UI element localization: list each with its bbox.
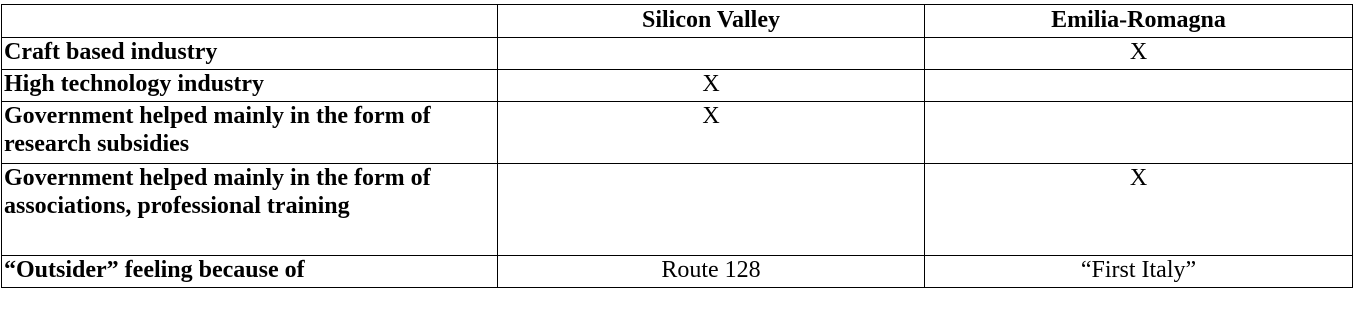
table-header-row	[2, 5, 1353, 38]
row-label: Craft based industry	[2, 38, 498, 70]
silicon-valley-cell: Route 128	[498, 256, 925, 288]
emilia-romagna-cell	[925, 70, 1353, 102]
table-row	[2, 164, 1353, 256]
silicon-valley-cell: X	[498, 70, 925, 102]
comparison-table	[1, 4, 1353, 288]
row-label: Government helped mainly in the form of associations, professional training	[2, 164, 498, 256]
row-label: High technology industry	[2, 70, 498, 102]
row-label: Government helped mainly in the form of research subsidies	[2, 102, 498, 164]
silicon-valley-cell	[498, 164, 925, 256]
emilia-romagna-cell	[925, 102, 1353, 164]
header-silicon-valley: Silicon Valley	[498, 5, 925, 38]
table-row	[2, 256, 1353, 288]
silicon-valley-cell: X	[498, 102, 925, 164]
emilia-romagna-cell: “First Italy”	[925, 256, 1353, 288]
table-row	[2, 38, 1353, 70]
table-row	[2, 70, 1353, 102]
header-emilia-romagna: Emilia-Romagna	[925, 5, 1353, 38]
table-row	[2, 102, 1353, 164]
emilia-romagna-cell: X	[925, 38, 1353, 70]
silicon-valley-cell	[498, 38, 925, 70]
row-label: “Outsider” feeling because of	[2, 256, 498, 288]
emilia-romagna-cell: X	[925, 164, 1353, 256]
header-empty-cell	[2, 5, 498, 38]
